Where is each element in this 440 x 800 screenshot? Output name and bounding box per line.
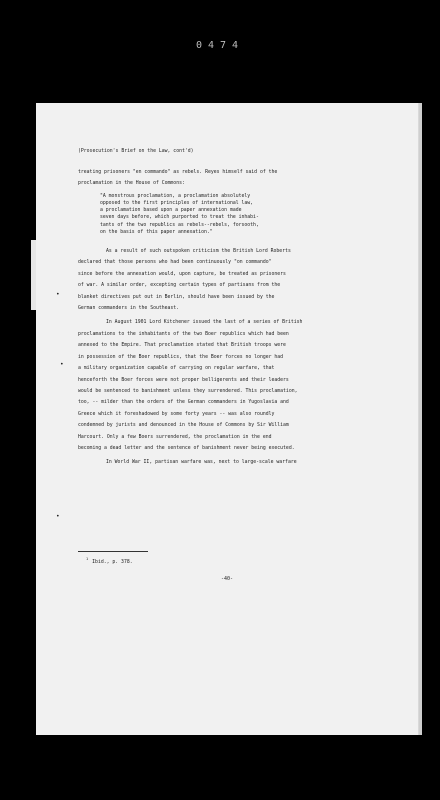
frame-number: 0474 [195, 40, 245, 51]
text-line: In World War II, partisan warfare was, next to large-scale warfare [106, 460, 297, 466]
document-page [36, 103, 419, 735]
quote-line: opposed to the first principles of international law, [100, 201, 254, 207]
document-body [78, 148, 408, 469]
text-line: in possession of the Boer republics, that the Boer forces no longer had [78, 354, 284, 360]
quote-line: tants of the two republics as rebels--rebels, forsooth, [100, 222, 259, 228]
footnote [86, 557, 133, 565]
footnote-text: Ibid., p. 378. [92, 560, 133, 565]
quote-line: seven days before, which purported to treat the inhabi- [100, 215, 259, 221]
text-line: declared that those persons who had been continuously "on commando" [78, 260, 272, 266]
block-quote [100, 193, 408, 236]
text-line: of war. A similar order, excepting certain types of partisans from the [78, 283, 281, 289]
footnote-marker: 1 [86, 557, 89, 561]
footnote-rule [78, 551, 148, 552]
text-line: too, -- milder than the orders of the German commanders in Yugoslavia and [78, 400, 289, 406]
text-line: would be sentenced to banishment unless they surrendered. This proclamation, [78, 388, 298, 394]
text-line: henceforth the Boer forces were not proper belligerents and their leaders [78, 377, 289, 383]
margin-mark: • [56, 291, 60, 298]
text-line: As a result of such outspoken criticism the British Lord Roberts [106, 249, 291, 255]
quote-line: on the basis of this paper annexation." [100, 229, 213, 235]
text-line: becoming a dead letter and the sentence of banishment never being executed. [78, 445, 295, 451]
text-line: Harcourt. Only a few Boers surrendered, the proclamation in the end [78, 434, 272, 440]
paragraph-4 [78, 457, 408, 468]
paragraph-2 [78, 246, 408, 314]
text-line: annexed to the Empire. That proclamation stated that British troops were [78, 343, 286, 349]
text-line: In August 1901 Lord Kitchener issued the last of a series of British [106, 320, 303, 326]
text-line: proclamation in the House of Commons: [78, 181, 185, 187]
margin-mark: • [60, 361, 64, 368]
paragraph-3 [78, 317, 408, 454]
quote-line: "A monstrous proclamation, a proclamation absolutely [100, 193, 251, 199]
paragraph-1 [78, 167, 408, 190]
text-line: since before the annexation would, upon capture, be treated as prisoners [78, 271, 286, 277]
text-line: blanket directives put out in Berlin, should have been issued by the [78, 294, 275, 300]
margin-mark: • [56, 513, 60, 520]
page-header: (Prosecution's Brief on the Law, cont'd) [78, 149, 194, 154]
page-number: -40- [220, 576, 234, 582]
text-line: condemned by jurists and denounced in the House of Commons by Sir William [78, 423, 289, 429]
text-line: Greece which it foreshadowed by some forty years -- was also roundly [78, 411, 275, 417]
text-line: proclamations to the inhabitants of the two Boer republics which had been [78, 331, 289, 337]
text-line: treating prisoners "en commando" as rebels. Reyes himself said of the [78, 170, 278, 175]
text-line: a military organization capable of carrying on regular warfare, that [78, 366, 275, 372]
quote-line: a proclamation based upon a paper annexation made [100, 208, 242, 214]
text-line: German commanders in the Southeast. [78, 306, 180, 312]
